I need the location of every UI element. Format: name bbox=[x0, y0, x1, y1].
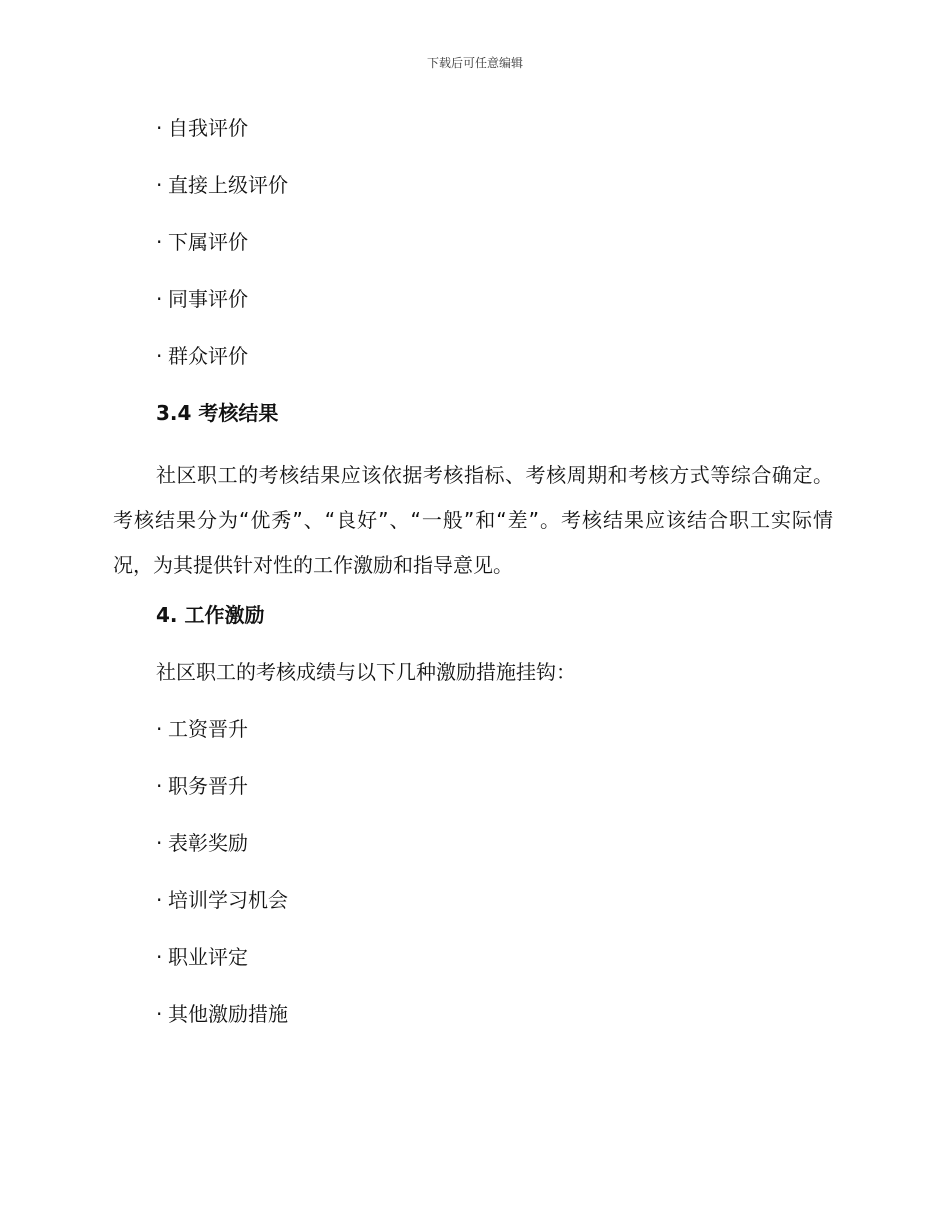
list-item: · 自我评价 bbox=[113, 111, 833, 145]
list-item: · 职业评定 bbox=[113, 940, 833, 974]
list-item: · 下属评价 bbox=[113, 225, 833, 259]
list-item: · 培训学习机会 bbox=[113, 883, 833, 917]
list-item: · 直接上级评价 bbox=[113, 168, 833, 202]
section-4-intro: 社区职工的考核成绩与以下几种激励措施挂钩： bbox=[156, 660, 576, 684]
section-heading-3-4: 3.4 考核结果 bbox=[156, 401, 279, 425]
list-item: · 同事评价 bbox=[113, 282, 833, 316]
page-header: 下载后可任意编辑 bbox=[426, 56, 523, 70]
page-content bbox=[113, 111, 833, 1054]
bullet-dot: · bbox=[156, 230, 163, 254]
list-item: · 表彰奖励 bbox=[113, 826, 833, 860]
list-item: · 群众评价 bbox=[113, 339, 833, 373]
section-heading-4: 4. 工作激励 bbox=[156, 603, 265, 627]
bullet-dot: · bbox=[156, 774, 163, 798]
list-item: · 其他激励措施 bbox=[113, 997, 833, 1031]
section-3-4-paragraph: 社区职工的考核结果应该依据考核指标、考核周期和考核方式等综合确定。考核结果分为“优秀”、“良好”、“一般”和“差”。考核结果应该结合职工实际情况，为其提供针对性的工作激励和指导意见。 bbox=[113, 463, 833, 577]
bullet-dot: · bbox=[156, 287, 163, 311]
bullet-dot: · bbox=[156, 888, 163, 912]
bullet-dot: · bbox=[156, 717, 163, 741]
list-item: · 工资晋升 bbox=[113, 712, 833, 746]
list-item: · 职务晋升 bbox=[113, 769, 833, 803]
bullet-dot: · bbox=[156, 173, 163, 197]
bullet-dot: · bbox=[156, 831, 163, 855]
bullet-dot: · bbox=[156, 344, 163, 368]
bullet-dot: · bbox=[156, 945, 163, 969]
bullet-dot: · bbox=[156, 116, 163, 140]
bullet-dot: · bbox=[156, 1002, 163, 1026]
